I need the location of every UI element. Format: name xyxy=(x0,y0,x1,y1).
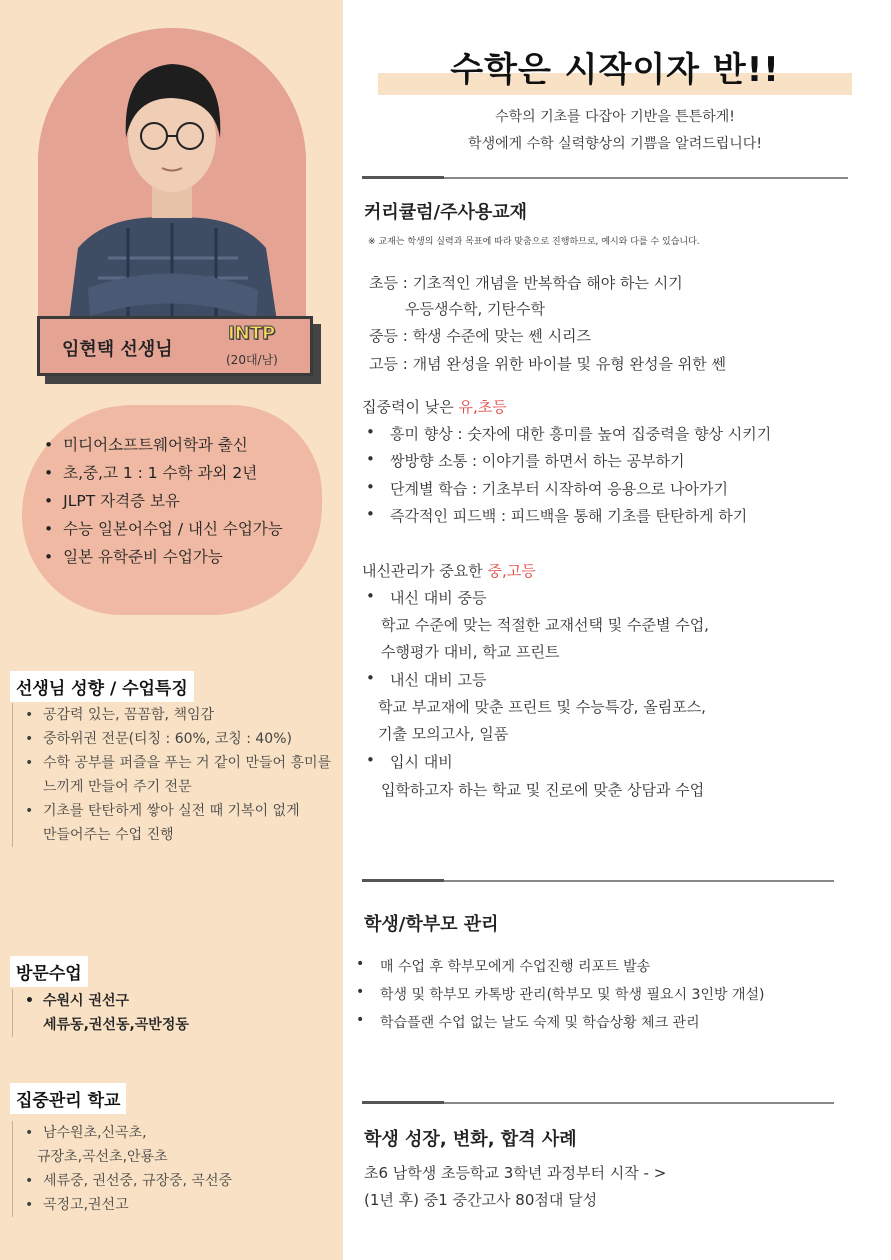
subtitle-1: 수학의 기초를 다잡아 기반을 튼튼하게! xyxy=(495,109,735,125)
list-item: • 미디어소프트웨어학과 출신 xyxy=(44,431,283,459)
focus-prefix: 집중력이 낮은 xyxy=(362,398,459,416)
list-item: • 수원시 권선구 xyxy=(25,989,189,1013)
subtitle-2: 학생에게 수학 실력향상의 기쁨을 알려드립니다! xyxy=(468,136,762,152)
list-item: • 일본 유학준비 수업가능 xyxy=(44,543,283,571)
list-item: 느끼게 만들어 주기 전문 xyxy=(43,779,192,795)
naesin-line: 기출 모의고사, 일품 xyxy=(378,725,509,743)
list-item: • JLPT 자격증 보유 xyxy=(44,487,283,515)
list-item: • 수학 공부를 퍼즐을 푸는 거 같이 만들어 흥미를 xyxy=(25,751,331,775)
growth-line: 초6 남학생 초등학교 3학년 과정부터 시작 - > xyxy=(364,1164,667,1182)
naesin-heading xyxy=(362,560,536,581)
focus-item: • 즉각적인 피드백 : 피드백을 통해 기초를 탄탄하게 하기 xyxy=(390,505,747,526)
curriculum-note: ※ 교재는 학생의 실력과 목표에 따라 맞춤으로 진행하므로, 예시와 다를 수 있습니다. xyxy=(368,237,700,247)
growth-line: (1년 후) 중1 중간고사 80점대 달성 xyxy=(364,1191,598,1209)
naesin-line: 수행평가 대비, 학교 프린트 xyxy=(381,643,560,661)
management-item: • 매 수업 후 학부모에게 수업진행 리포트 발송 xyxy=(380,956,650,976)
profile-list xyxy=(44,431,283,571)
page-title: 수학은 시작이자 반!! xyxy=(450,50,780,90)
list-item: • 초,중,고 1 : 1 수학 과외 2년 xyxy=(44,459,283,487)
list-item: • 남수원초,신곡초, xyxy=(25,1121,232,1145)
style-list xyxy=(12,703,331,847)
divider xyxy=(362,1102,834,1104)
list-item: • 공감력 있는, 꼼꼼함, 책임감 xyxy=(25,703,331,727)
naesin-line: 학교 수준에 맞는 적절한 교재선택 및 수준별 수업, xyxy=(381,616,709,634)
teacher-photo xyxy=(38,28,306,328)
curriculum-line: 중등 : 학생 수준에 맞는 쎈 시리즈 xyxy=(369,327,592,345)
naesin-line: 입학하고자 하는 학교 및 진로에 맞춘 상담과 수업 xyxy=(381,781,705,799)
section-title-visit: 방문수업 xyxy=(10,956,88,987)
naesin-item: • 내신 대비 고등 xyxy=(390,669,486,690)
section-title-management: 학생/학부모 관리 xyxy=(364,914,499,935)
curriculum-line: 우등생수학, 기탄수학 xyxy=(405,300,545,318)
section-title-curriculum: 커리큘럼/주사용교재 xyxy=(364,202,528,223)
list-item: 만들어주는 수업 진행 xyxy=(43,827,174,843)
naesin-line: 학교 부교재에 맞춘 프린트 및 수능특강, 올림포스, xyxy=(378,698,706,716)
name-card xyxy=(37,316,313,376)
school-list xyxy=(12,1121,232,1217)
visit-list xyxy=(12,989,189,1037)
focus-highlight: 유,초등 xyxy=(458,398,507,416)
teacher-name: 임현택 선생님 xyxy=(62,339,173,360)
list-item: • 곡정고,권선고 xyxy=(25,1193,232,1217)
mbti-badge: INTP xyxy=(228,323,276,344)
focus-item: • 쌍방향 소통 : 이야기를 하면서 하는 공부하기 xyxy=(390,450,684,471)
list-item: • 중하위권 전문(티칭 : 60%, 코칭 : 40%) xyxy=(25,727,331,751)
list-item: 규장초,곡선초,안룡초 xyxy=(37,1149,168,1165)
focus-heading xyxy=(362,396,507,417)
management-item: • 학습플랜 수업 없는 날도 숙제 및 학습상황 체크 관리 xyxy=(380,1012,700,1032)
focus-item: • 흥미 향상 : 숫자에 대한 흥미를 높여 집중력을 향상 시키기 xyxy=(390,423,771,444)
list-item: • 기초를 탄탄하게 쌓아 실전 때 기복이 없게 xyxy=(25,799,331,823)
naesin-item: • 입시 대비 xyxy=(390,751,453,772)
divider xyxy=(362,177,848,179)
curriculum-line: 초등 : 기초적인 개념을 반복학습 해야 하는 시기 xyxy=(369,274,683,292)
profile-photo-frame xyxy=(38,28,306,328)
management-item: • 학생 및 학부모 카톡방 관리(학부모 및 학생 필요시 3인방 개설) xyxy=(380,984,764,1004)
list-item: • 세류중, 권선중, 규장중, 곡선중 xyxy=(25,1169,232,1193)
naesin-item: • 내신 대비 중등 xyxy=(390,587,486,608)
list-item: • 수능 일본어수업 / 내신 수업가능 xyxy=(44,515,283,543)
list-item: 세류동,권선동,곡반정동 xyxy=(43,1017,189,1033)
divider xyxy=(362,880,834,882)
curriculum-line: 고등 : 개념 완성을 위한 바이블 및 유형 완성을 위한 쎈 xyxy=(369,355,727,373)
naesin-prefix: 내신관리가 중요한 xyxy=(362,562,488,580)
section-title-growth: 학생 성장, 변화, 합격 사례 xyxy=(364,1129,577,1150)
naesin-highlight: 중,고등 xyxy=(487,562,536,580)
section-title-style: 선생님 성향 / 수업특징 xyxy=(10,671,194,702)
teacher-age: (20대/남) xyxy=(226,353,278,367)
section-title-school: 집중관리 학교 xyxy=(10,1083,126,1114)
focus-item: • 단계별 학습 : 기초부터 시작하여 응용으로 나아가기 xyxy=(390,478,728,499)
left-column xyxy=(0,0,343,1260)
